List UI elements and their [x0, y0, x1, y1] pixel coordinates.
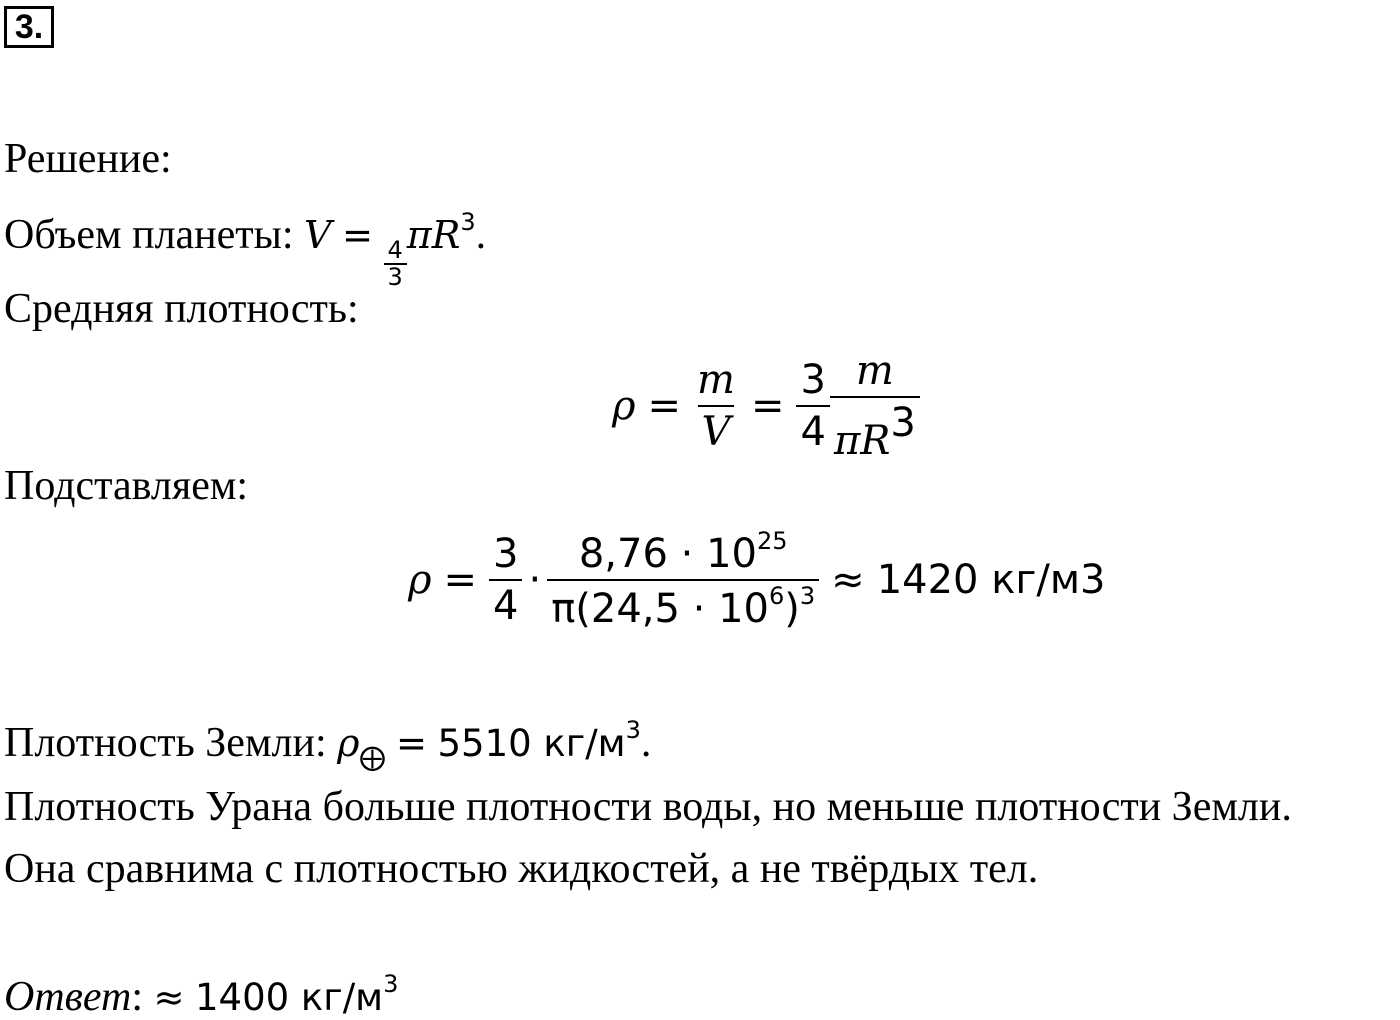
calc-den-exp: 3 — [799, 582, 816, 610]
density-f3-R: R — [860, 418, 891, 464]
calc-den-close: ) — [784, 586, 800, 632]
volume-lhs: V — [304, 213, 332, 257]
density-fraction-3 — [830, 346, 920, 466]
equals-sign: = — [647, 383, 682, 429]
calc-denominator — [547, 579, 819, 634]
earth-value: 5510 кг/м — [437, 722, 626, 765]
solution-label: Решение: — [4, 136, 172, 182]
calc-rho: ρ — [408, 557, 432, 603]
volume-line — [4, 210, 486, 290]
volume-exp: 3 — [460, 208, 476, 236]
earth-end: . — [640, 720, 652, 766]
multiply-dot: · — [528, 557, 542, 603]
volume-label: Объем планеты: — [4, 212, 294, 258]
approx-sign: ≈ — [831, 557, 865, 603]
density-f1-den: V — [698, 405, 735, 457]
density-f3-num: m — [855, 348, 894, 394]
calc-result: 1420 кг/м — [876, 557, 1081, 603]
volume-fraction-den: 3 — [384, 263, 407, 290]
calc-fraction-1 — [489, 529, 522, 631]
substitute-label: Подставляем: — [4, 463, 249, 509]
avg-density-label: Средняя плотность: — [4, 286, 359, 332]
answer-label: Ответ — [4, 974, 132, 1020]
density-f3-den — [830, 396, 920, 466]
earth-symbol-icon: ⨁ — [359, 743, 386, 773]
volume-pi: π — [406, 213, 432, 257]
equals-sign: = — [750, 383, 785, 429]
density-f1-num: m — [697, 357, 735, 403]
calc-fraction-2 — [547, 526, 819, 634]
calc-numerator — [575, 526, 792, 579]
earth-rho: ρ — [337, 721, 360, 765]
density-f3-pi: π — [833, 418, 861, 464]
earth-density-line — [4, 718, 651, 771]
comparison-line-2: Она сравнима с плотностью жидкостей, а не твёрдых тел. — [4, 846, 1039, 892]
volume-R: R — [431, 213, 461, 257]
density-rho: ρ — [612, 383, 636, 429]
equals-sign: = — [341, 214, 373, 257]
answer-exp: 3 — [383, 970, 399, 998]
calc-den-inner-exp: 6 — [769, 582, 785, 610]
earth-exp: 3 — [625, 716, 641, 744]
answer-colon: : — [131, 974, 143, 1020]
equals-sign: = — [395, 722, 427, 765]
calc-num-mantissa: 8,76 · 10 — [578, 531, 757, 577]
volume-fraction — [384, 238, 407, 290]
calc-result-exp: 3 — [1080, 557, 1106, 603]
calc-num-exp: 25 — [756, 527, 788, 555]
calc-frac-num: 3 — [493, 531, 519, 577]
equals-sign: = — [443, 557, 478, 603]
density-f2-den: 4 — [796, 405, 829, 457]
density-formula — [612, 346, 920, 466]
answer-line — [4, 972, 398, 1018]
calc-den-open: π(24,5 · 10 — [551, 586, 769, 632]
density-fraction-2 — [796, 355, 829, 457]
answer-value: 1400 кг/м — [195, 976, 384, 1019]
density-f3-exp: 3 — [890, 400, 916, 446]
comparison-line-1: Плотность Урана больше плотности воды, но меньше плотности Земли. — [4, 784, 1292, 830]
calculation-formula — [408, 526, 1105, 634]
answer-approx: ≈ — [153, 976, 185, 1019]
density-f2-num: 3 — [800, 357, 826, 403]
problem-number: 3. — [4, 6, 54, 48]
calc-frac-den: 4 — [489, 579, 522, 631]
volume-fraction-num: 4 — [387, 236, 403, 264]
density-fraction-1 — [693, 355, 739, 457]
volume-end: . — [475, 212, 487, 258]
earth-label: Плотность Земли: — [4, 720, 327, 766]
